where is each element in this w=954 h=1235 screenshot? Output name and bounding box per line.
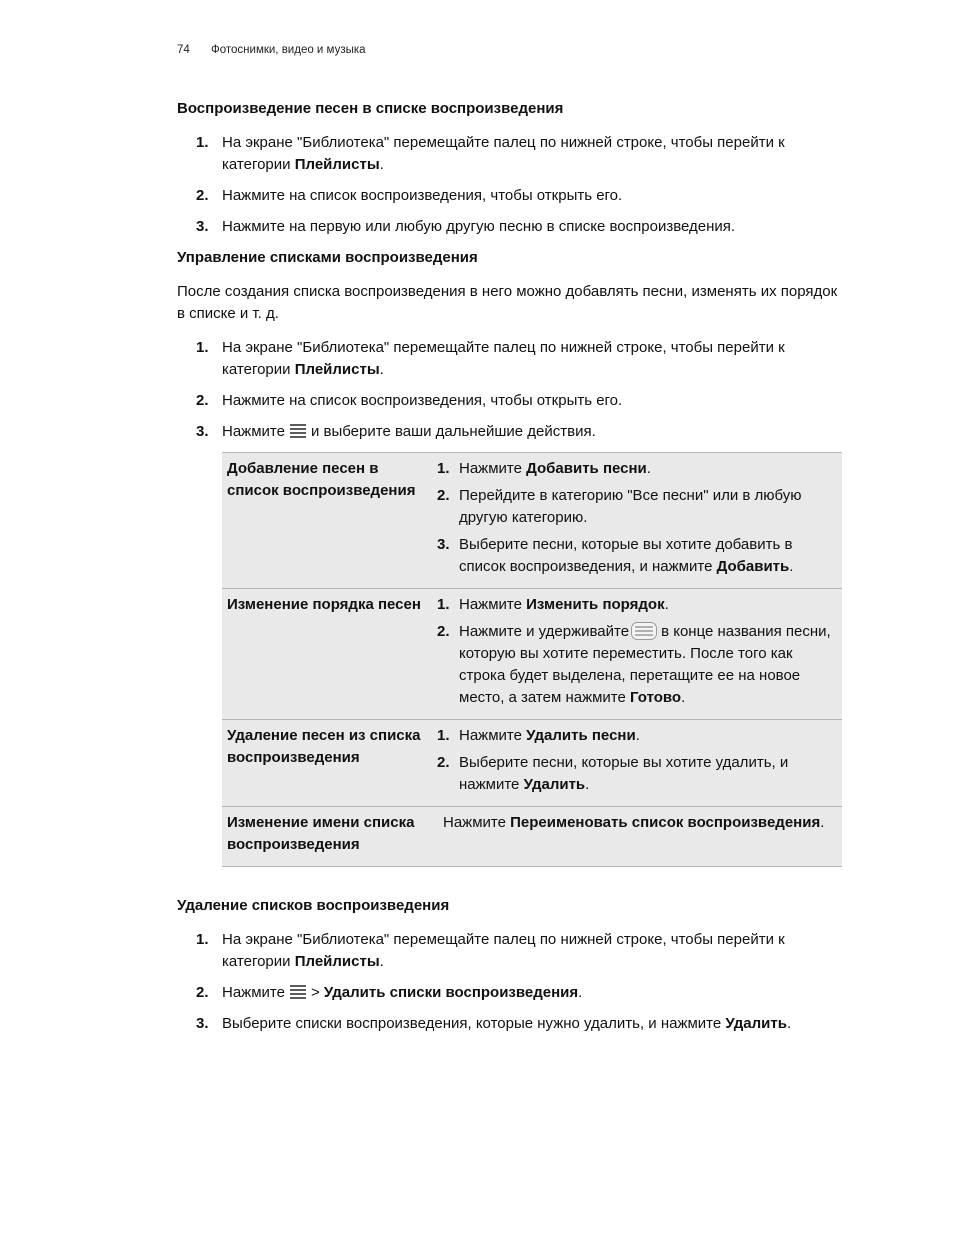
step-text: Нажмите [443, 814, 511, 831]
step-number: 3. [196, 1015, 209, 1032]
step-bold: Добавить [716, 558, 790, 575]
page-content [177, 98, 843, 1044]
row-actions [432, 807, 842, 867]
step-text: . [585, 776, 590, 793]
step-number: 3. [437, 536, 450, 553]
step-bold: Готово [630, 689, 682, 706]
step-text: Перейдите в категорию "Все песни" или в любую другую категорию. [459, 487, 802, 526]
step-text: . [681, 689, 686, 706]
menu-icon [289, 984, 307, 1000]
step-bold: Переименовать список воспроизведения [510, 814, 821, 831]
list-item [432, 485, 842, 529]
step-number: 2. [196, 187, 209, 204]
step-text: Нажмите на список воспроизведения, чтобы открыть его. [222, 187, 623, 204]
step-item [177, 132, 843, 176]
section-title-manage: Управление списками воспроизведения [177, 249, 478, 266]
step-number: 1. [437, 460, 450, 477]
step-bold: Изменить порядок [526, 596, 665, 613]
table-row [222, 453, 842, 589]
section-title-play: Воспроизведение песен в списке воспроизведения [177, 100, 564, 117]
step-item [177, 185, 843, 207]
step-text: . [789, 558, 794, 575]
list-item [432, 534, 842, 578]
step-text: Выберите песни, которые вы хотите добавить в список воспроизведения, и нажмите [459, 536, 793, 575]
step-text: . [379, 361, 384, 378]
step-bold: Удалить списки воспроизведения [323, 984, 579, 1001]
row-label: Удаление песен из списка воспроизведения [222, 720, 432, 807]
step-bold: Плейлисты [294, 156, 380, 173]
step-text: . [578, 984, 583, 1001]
step-bold: Плейлисты [294, 361, 380, 378]
step-text: Нажмите [459, 596, 527, 613]
step-text: > [310, 984, 324, 1001]
step-text: . [635, 727, 640, 744]
step-item [177, 1013, 843, 1035]
list-item [432, 458, 842, 480]
step-bold: Удалить [523, 776, 586, 793]
step-item [177, 390, 843, 412]
step-number: 2. [437, 754, 450, 771]
single-action [432, 812, 842, 834]
step-number: 2. [196, 392, 209, 409]
step-text: Нажмите [459, 460, 527, 477]
step-number: 1. [196, 339, 209, 356]
step-text: . [820, 814, 825, 831]
step-bold: Удалить песни [526, 727, 636, 744]
step-text: На экране "Библиотека" перемещайте палец по нижней строке, чтобы перейти к категории [222, 134, 785, 173]
step-number: 1. [196, 134, 209, 151]
play-steps [177, 132, 843, 238]
step-text: Выберите песни, которые вы хотите удалить, и нажмите [459, 754, 789, 793]
playlist-actions-table [222, 452, 842, 867]
manage-steps [177, 337, 843, 443]
page-number: 74 [177, 44, 190, 56]
step-item [177, 421, 843, 443]
step-number: 1. [196, 931, 209, 948]
step-bold: Добавить песни [526, 460, 647, 477]
list-item [432, 621, 842, 709]
step-text: Нажмите [222, 984, 285, 1001]
step-number: 2. [196, 984, 209, 1001]
step-text: Выберите списки воспроизведения, которые нужно удалить, и нажмите [222, 1015, 726, 1032]
list-item [432, 725, 842, 747]
table-row [222, 807, 842, 867]
table-row [222, 589, 842, 720]
step-text: . [786, 1015, 792, 1032]
step-number: 1. [437, 596, 450, 613]
step-number: 1. [437, 727, 450, 744]
step-text: Нажмите на первую или любую другую песню в списке воспроизведения. [222, 218, 736, 235]
row-actions [432, 720, 842, 807]
list-item [432, 752, 842, 796]
step-number: 3. [196, 423, 209, 440]
row-label: Изменение порядка песен [222, 589, 432, 720]
step-text: и выберите ваши дальнейшие действия. [310, 423, 596, 440]
step-text: . [379, 953, 384, 970]
section-title-delete: Удаление списков воспроизведения [177, 897, 450, 914]
row-label: Добавление песен в список воспроизведения [222, 453, 432, 589]
page-header [177, 44, 366, 56]
delete-steps [177, 929, 843, 1035]
step-text: Нажмите и удерживайте [459, 623, 630, 640]
step-bold: Плейлисты [294, 953, 380, 970]
table-row [222, 720, 842, 807]
list-item [432, 594, 842, 616]
step-text: Нажмите [459, 727, 527, 744]
step-text: Нажмите [222, 423, 285, 440]
step-text: На экране "Библиотека" перемещайте палец по нижней строке, чтобы перейти к категории [222, 931, 785, 970]
drag-handle-icon [631, 622, 657, 640]
step-text: . [646, 460, 651, 477]
step-item [177, 216, 843, 238]
step-text: Нажмите на список воспроизведения, чтобы открыть его. [222, 392, 623, 409]
step-text: . [379, 156, 384, 173]
row-label: Изменение имени списка воспроизведения [222, 807, 432, 867]
step-number: 3. [196, 218, 209, 235]
step-item [177, 929, 843, 973]
step-number: 2. [437, 487, 450, 504]
row-actions [432, 589, 842, 720]
step-text: На экране "Библиотека" перемещайте палец по нижней строке, чтобы перейти к категории [222, 339, 785, 378]
chapter-title: Фотоснимки, видео и музыка [211, 44, 366, 56]
step-bold: Удалить [725, 1015, 787, 1032]
intro-paragraph: После создания списка воспроизведения в него можно добавлять песни, изменять их порядок в списке и т. д. [177, 283, 838, 322]
step-text: в конце названия песни, которую вы хотите переместить. После того как строка будет выделена, перетащите ее на новое место, а затем нажмите [459, 623, 831, 706]
step-text: . [664, 596, 669, 613]
step-number: 2. [437, 623, 450, 640]
row-actions [432, 453, 842, 589]
menu-icon [289, 423, 307, 439]
step-item [177, 337, 843, 381]
step-item [177, 982, 843, 1004]
